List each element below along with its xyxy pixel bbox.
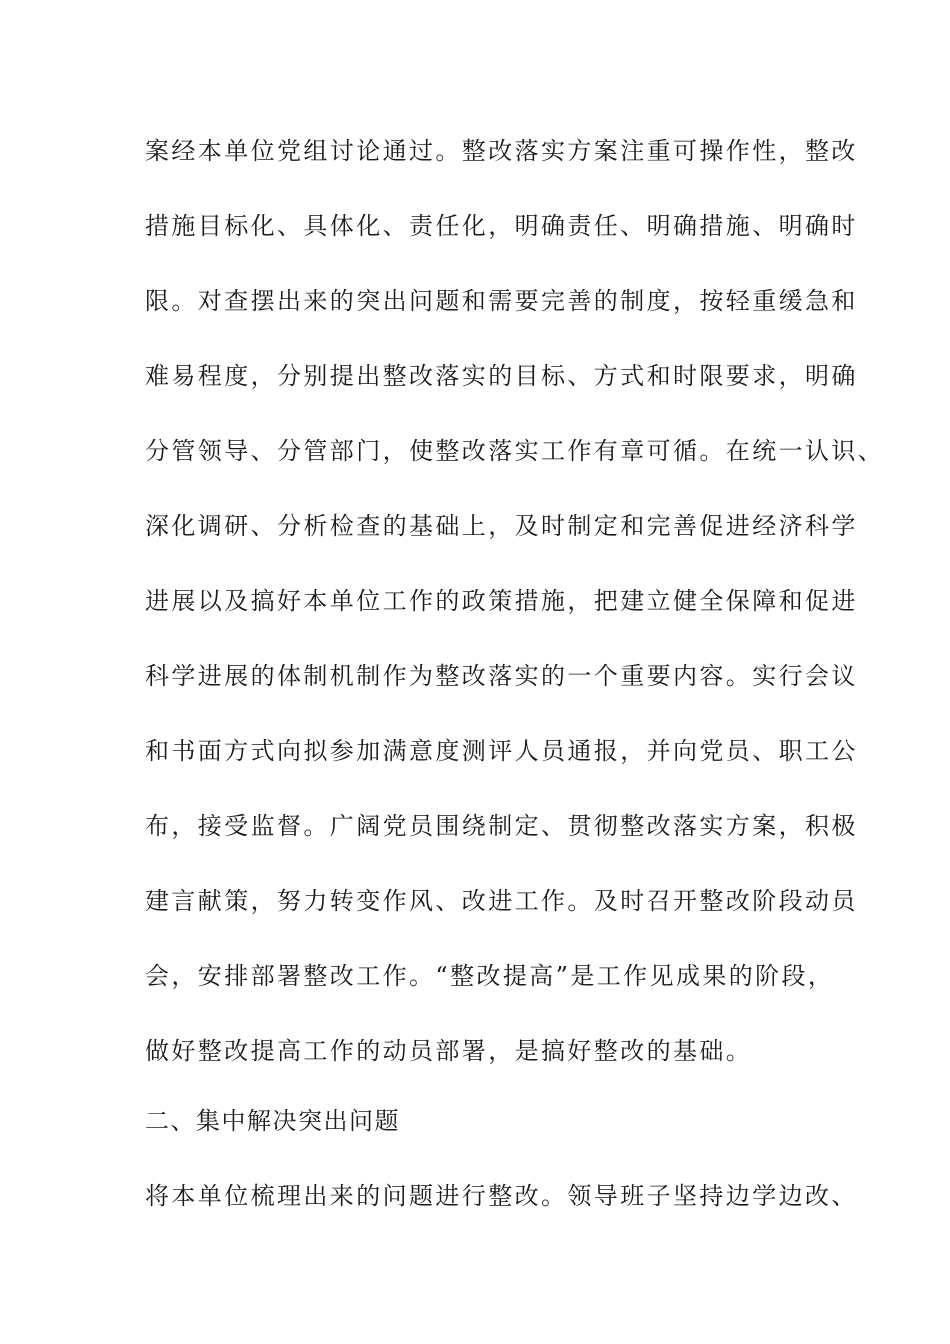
paragraph-line: 分管领导、分管部门，使整改落实工作有章可循。在统一认识、 (145, 437, 885, 465)
paragraph-line: 做好整改提高工作的动员部署，是搞好整改的基础。 (145, 1037, 753, 1065)
paragraph-line: 科学进展的体制机制作为整改落实的一个重要内容。实行会议 (145, 662, 858, 690)
paragraph-line: 限。对查摆出来的突出问题和需要完善的制度，按轻重缓急和 (145, 287, 858, 315)
section-heading: 二、集中解决突出问题 (145, 1107, 400, 1135)
paragraph-line: 案经本单位党组讨论通过。整改落实方案注重可操作性，整改 (145, 137, 858, 165)
paragraph-line: 建言献策，努力转变作风、改进工作。及时召开整改阶段动员 (145, 887, 858, 915)
paragraph-line: 深化调研、分析检查的基础上，及时制定和完善促进经济科学 (145, 512, 858, 540)
paragraph-line: 进展以及搞好本单位工作的政策措施，把建立健全保障和促进 (145, 587, 858, 615)
paragraph-line: 难易程度，分别提出整改落实的目标、方式和时限要求，明确 (145, 362, 858, 390)
paragraph-line: 布，接受监督。广阔党员围绕制定、贯彻整改落实方案，积极 (145, 812, 858, 840)
paragraph-line: 将本单位梳理出来的问题进行整改。领导班子坚持边学边改、 (145, 1182, 858, 1210)
paragraph-line: 会，安排部署整改工作。“整改提高”是工作见成果的阶段， (145, 962, 835, 990)
paragraph-line: 和书面方式向拟参加满意度测评人员通报，并向党员、职工公 (145, 737, 858, 765)
paragraph-line: 措施目标化、具体化、责任化，明确责任、明确措施、明确时 (145, 212, 858, 240)
